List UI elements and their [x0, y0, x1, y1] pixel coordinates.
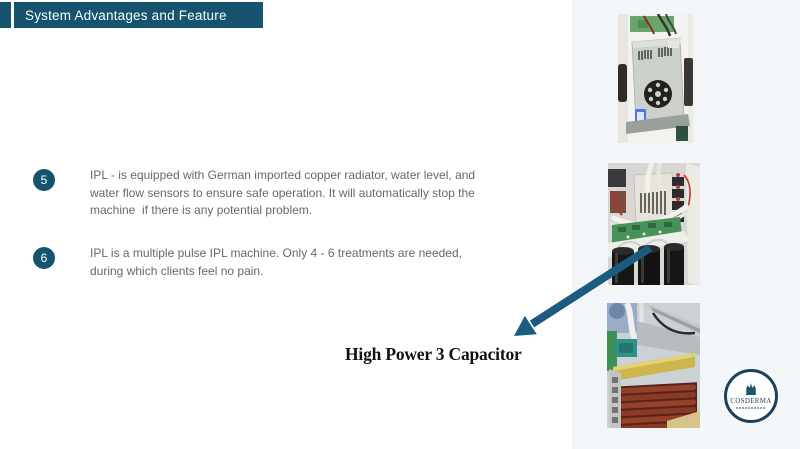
- feature-text-line: IPL is a multiple pulse IPL machine. Only 4 - 6 treatments are needed,: [90, 246, 462, 260]
- logo-tagline: [736, 407, 766, 409]
- feature-text-5: [90, 167, 475, 220]
- feature-number-badge: 6: [33, 247, 55, 269]
- feature-number-badge: 5: [33, 169, 55, 191]
- power-supply-photo: [618, 14, 693, 143]
- logo-brand: COSDERMA: [730, 397, 772, 405]
- page-title: System Advantages and Feature: [25, 7, 227, 23]
- capacitor-caption: High Power 3 Capacitor: [345, 344, 522, 364]
- feature-text-6: [90, 245, 462, 280]
- feature-item-5: [33, 167, 475, 220]
- feature-text-line: water flow sensors to ensure safe operation. It will automatically stop the: [90, 185, 475, 200]
- cosderma-logo: [724, 369, 778, 423]
- title-bar: [14, 2, 263, 28]
- feature-text-line: machine if there is any potential problem.: [90, 203, 313, 217]
- flame-icon: [743, 383, 759, 396]
- feature-text-line: during which clients feel no pain.: [90, 263, 264, 278]
- header-accent-square: [0, 2, 11, 28]
- callout-arrow: [502, 238, 662, 348]
- feature-item-6: [33, 245, 462, 280]
- feature-text-line: IPL - is equipped with German imported copper radiator, water level, and: [90, 168, 476, 182]
